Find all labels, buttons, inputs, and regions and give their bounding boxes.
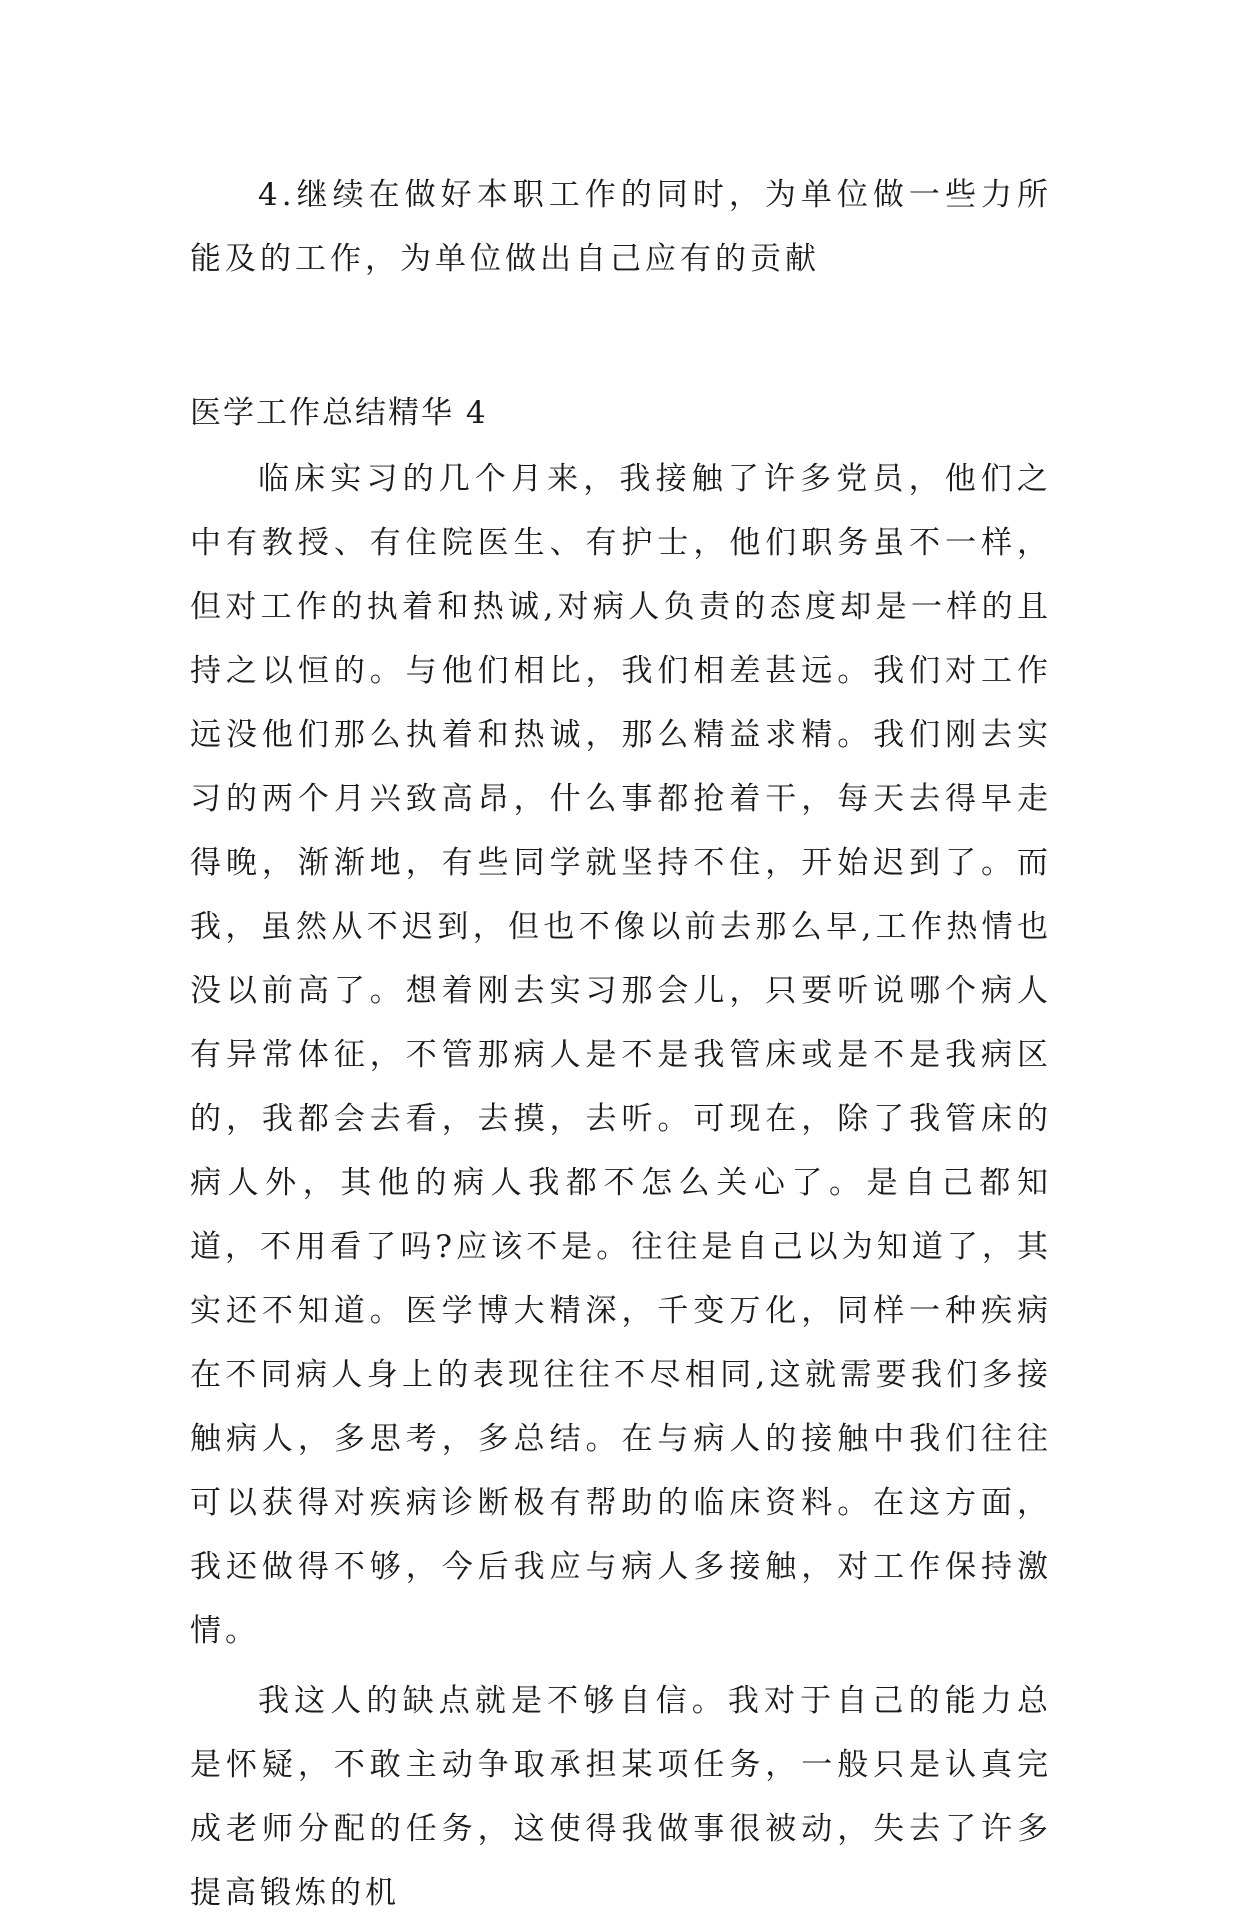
document-body [190,163,1052,1925]
body-paragraph-2: 我这人的缺点就是不够自信。我对于自己的能力总是怀疑，不敢主动争取承担某项任务，一般只是认真完成老师分配的任务，这使得我做事很被动，失去了许多提高锻炼的机 [190,1683,1052,1911]
body-paragraph-1: 临床实习的几个月来，我接触了许多党员，他们之中有教授、有住院医生、有护士，他们职务虽不一样，但对工作的执着和热诚,对病人负责的态度却是一样的且持之以恒的。与他们相比，我们相差甚远。我们对工作远没他们那么执着和热诚，那么精益求精。我们刚去实习的两个月兴致高昂，什么事都抢着干，每天去得早走得晚，渐渐地，有些同学就坚持不住，开始迟到了。而我，虽然从不迟到，但也不像以前去那么早,工作热情也没以前高了。想着刚去实习那会儿，只要听说哪个病人有异常体征，不管那病人是不是我管床或是不是我病区的，我都会去看，去摸，去听。可现在，除了我管床的病人外，其他的病人我都不怎么关心了。是自己都知道，不用看了吗?应该不是。往往是自己以为知道了，其实还不知道。医学博大精深，千变万化，同样一种疾病在不同病人身上的表现往往不尽相同,这就需要我们多接触病人，多思考，多总结。在与病人的接触中我们往往可以获得对疾病诊断极有帮助的临床资料。在这方面，我还做得不够，今后我应与病人多接触，对工作保持激情。 [190,461,1052,1649]
intro-paragraph: 4.继续在做好本职工作的同时，为单位做一些力所能及的工作，为单位做出自己应有的贡献 [190,177,1052,277]
section-heading: 医学工作总结精华 4 [190,395,488,431]
